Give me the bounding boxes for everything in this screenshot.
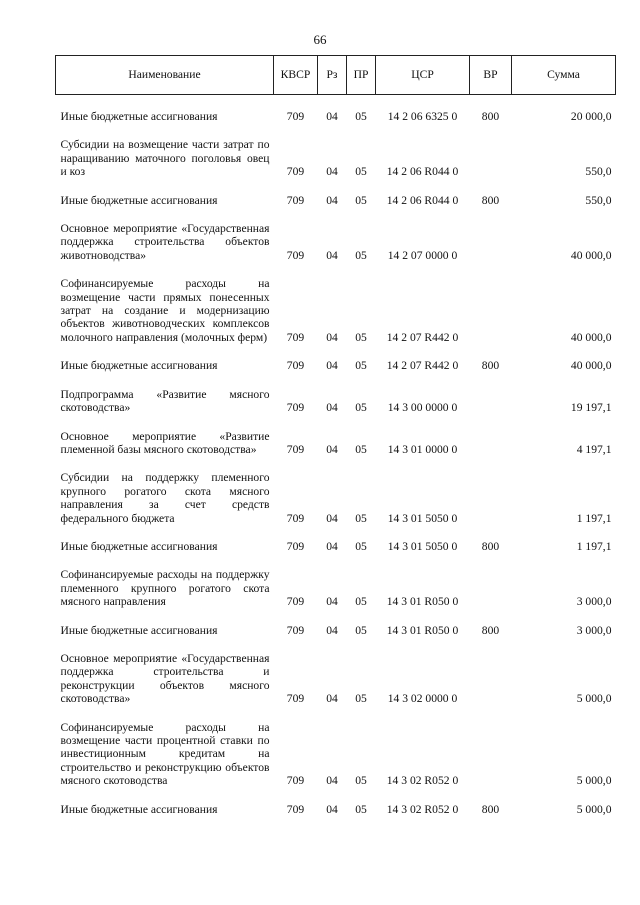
- cell-rz: 04: [326, 330, 338, 344]
- cell-vr: [470, 222, 512, 262]
- cell-pr: 05: [355, 802, 367, 816]
- cell-name: Подпрограмма «Развитие мясного скотоводства»: [60, 387, 270, 415]
- table-row: [56, 568, 616, 608]
- cell-csr: 14 2 07 R442 0: [386, 359, 459, 373]
- cell-name: Иные бюджетные ассигнования: [60, 359, 218, 373]
- table-row: [56, 138, 616, 178]
- cell-csr: 14 2 06 6325 0: [387, 110, 458, 123]
- cell-sum: 3 000,0: [576, 595, 612, 609]
- cell-pr: 05: [355, 692, 367, 706]
- header-name: Наименование: [56, 56, 274, 95]
- cell-kvsr: 709: [286, 623, 305, 637]
- cell-rz: 04: [326, 539, 338, 553]
- cell-kvsr: 709: [286, 511, 305, 525]
- header-pr: ПР: [347, 56, 376, 95]
- cell-sum: 5 000,0: [576, 774, 612, 788]
- cell-name: Основное мероприятие «Государственная поддержка строительства объектов животноводства»: [60, 222, 270, 262]
- table-row: [56, 388, 616, 415]
- cell-rz: 04: [326, 110, 338, 123]
- cell-sum: 40 000,0: [570, 330, 612, 344]
- cell-rz: 04: [326, 401, 338, 415]
- cell-name: Иные бюджетные ассигнования: [60, 623, 218, 637]
- cell-rz: 04: [326, 511, 338, 525]
- cell-vr: 800: [481, 110, 500, 123]
- cell-vr: [470, 138, 512, 178]
- cell-kvsr: 709: [286, 442, 305, 456]
- cell-pr: 05: [355, 330, 367, 344]
- cell-pr: 05: [355, 401, 367, 415]
- cell-name: Софинансируемые расходы на возмещение части процентной ставки по инвестиционным кредитам на строительство и реконструкцию объектов мясного скотоводства: [60, 720, 270, 788]
- cell-csr: 14 3 00 0000 0: [387, 401, 458, 415]
- cell-kvsr: 709: [286, 539, 305, 553]
- cell-pr: 05: [355, 623, 367, 637]
- cell-name: Иные бюджетные ассигнования: [60, 539, 218, 553]
- cell-name: Субсидии на поддержку племенного крупного рогатого скота мясного направления за счет средств федерального бюджета: [60, 471, 270, 525]
- cell-vr: 800: [481, 802, 500, 816]
- cell-sum: 550,0: [585, 193, 612, 207]
- cell-vr: [470, 388, 512, 415]
- cell-pr: 05: [355, 165, 367, 179]
- cell-csr: 14 2 07 R442 0: [386, 330, 459, 344]
- budget-table: [55, 55, 616, 816]
- cell-pr: 05: [355, 193, 367, 207]
- cell-name: Иные бюджетные ассигнования: [60, 110, 218, 123]
- header-vr: ВР: [470, 56, 512, 95]
- cell-vr: [470, 430, 512, 457]
- header-csr: ЦСР: [376, 56, 470, 95]
- cell-pr: 05: [355, 442, 367, 456]
- cell-csr: 14 2 06 R044 0: [386, 193, 459, 207]
- cell-csr: 14 3 01 5050 0: [387, 539, 458, 553]
- cell-kvsr: 709: [286, 330, 305, 344]
- cell-csr: 14 3 01 5050 0: [387, 511, 458, 525]
- cell-csr: 14 3 01 0000 0: [387, 442, 458, 456]
- cell-rz: 04: [326, 595, 338, 609]
- table-row: [56, 110, 616, 123]
- cell-name: Основное мероприятие «Государственная поддержка строительства и реконструкции объектов мясного скотоводства»: [60, 651, 270, 706]
- cell-sum: 4 197,1: [576, 442, 612, 456]
- cell-sum: 1 197,1: [576, 511, 612, 525]
- table-row: [56, 721, 616, 788]
- cell-vr: 800: [481, 193, 500, 207]
- table-row: [56, 540, 616, 553]
- table-row: [56, 222, 616, 262]
- cell-csr: 14 3 01 R050 0: [386, 595, 459, 609]
- cell-rz: 04: [326, 623, 338, 637]
- header-kvsr: КВСР: [274, 56, 318, 95]
- table-row: [56, 471, 616, 525]
- cell-pr: 05: [355, 539, 367, 553]
- cell-rz: 04: [326, 802, 338, 816]
- cell-csr: 14 3 01 R050 0: [386, 623, 459, 637]
- cell-vr: 800: [481, 623, 500, 637]
- cell-kvsr: 709: [286, 110, 305, 123]
- cell-name: Иные бюджетные ассигнования: [60, 193, 218, 207]
- page-number: 66: [313, 32, 327, 47]
- table-row: [56, 359, 616, 372]
- cell-sum: 550,0: [585, 165, 612, 179]
- cell-vr: 800: [481, 359, 500, 373]
- cell-kvsr: 709: [286, 692, 305, 706]
- cell-rz: 04: [326, 193, 338, 207]
- cell-kvsr: 709: [286, 595, 305, 609]
- header-rz: Рз: [318, 56, 347, 95]
- cell-sum: 3 000,0: [576, 623, 612, 637]
- cell-sum: 40 000,0: [570, 359, 612, 373]
- cell-csr: 14 3 02 0000 0: [387, 692, 458, 706]
- cell-name: Софинансируемые расходы на поддержку племенного крупного рогатого скота мясного направления: [60, 568, 270, 609]
- cell-vr: [470, 277, 512, 344]
- cell-sum: 5 000,0: [576, 802, 612, 816]
- cell-kvsr: 709: [286, 774, 305, 788]
- cell-name: Иные бюджетные ассигнования: [60, 802, 218, 816]
- cell-csr: 14 3 02 R052 0: [386, 802, 459, 816]
- cell-csr: 14 2 07 0000 0: [387, 248, 458, 262]
- table-row: [56, 652, 616, 706]
- cell-vr: [470, 471, 512, 525]
- cell-kvsr: 709: [286, 193, 305, 207]
- cell-pr: 05: [355, 595, 367, 609]
- cell-csr: 14 2 06 R044 0: [386, 165, 459, 179]
- cell-sum: 20 000,0: [570, 110, 612, 123]
- table-row: [56, 803, 616, 816]
- cell-vr: 800: [481, 539, 500, 553]
- table-row: [56, 430, 616, 457]
- cell-rz: 04: [326, 248, 338, 262]
- header-row: [56, 56, 616, 95]
- cell-pr: 05: [355, 359, 367, 373]
- cell-sum: 1 197,1: [576, 539, 612, 553]
- cell-rz: 04: [326, 692, 338, 706]
- cell-pr: 05: [355, 248, 367, 262]
- cell-kvsr: 709: [286, 248, 305, 262]
- cell-pr: 05: [355, 774, 367, 788]
- cell-kvsr: 709: [286, 802, 305, 816]
- cell-rz: 04: [326, 165, 338, 179]
- cell-name: Субсидии на возмещение части затрат по наращиванию маточного поголовья овец и коз: [60, 138, 270, 179]
- cell-rz: 04: [326, 774, 338, 788]
- cell-rz: 04: [326, 359, 338, 373]
- cell-rz: 04: [326, 442, 338, 456]
- cell-name: Софинансируемые расходы на возмещение части прямых понесенных затрат на создание и модернизацию объектов животноводческих комплексов молочного направления (молочных ферм): [60, 277, 270, 344]
- cell-kvsr: 709: [286, 165, 305, 179]
- cell-kvsr: 709: [286, 359, 305, 373]
- cell-sum: 40 000,0: [570, 248, 612, 262]
- cell-sum: 5 000,0: [576, 692, 612, 706]
- cell-vr: [470, 652, 512, 706]
- cell-vr: [470, 721, 512, 788]
- cell-kvsr: 709: [286, 401, 305, 415]
- table-row: [56, 277, 616, 344]
- cell-sum: 19 197,1: [570, 401, 612, 415]
- cell-pr: 05: [355, 110, 367, 123]
- cell-csr: 14 3 02 R052 0: [386, 774, 459, 788]
- cell-vr: [470, 568, 512, 608]
- header-sum: Сумма: [512, 56, 616, 95]
- table-row: [56, 624, 616, 637]
- cell-name: Основное мероприятие «Развитие племенной базы мясного скотоводства»: [60, 429, 270, 456]
- table-row: [56, 194, 616, 207]
- cell-pr: 05: [355, 511, 367, 525]
